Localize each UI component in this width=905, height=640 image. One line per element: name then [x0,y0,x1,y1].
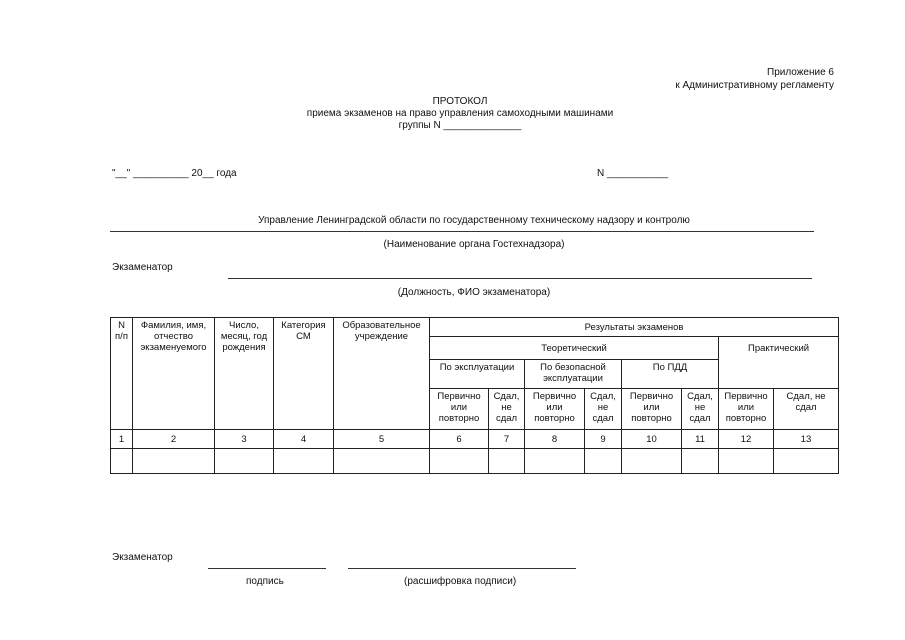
col-num: 11 [682,430,719,449]
col-num: 7 [489,430,525,449]
header-passed-13: Сдал, не сдал [774,389,839,430]
header-birth: Число, месяц, год рождения [215,318,274,430]
appendix-line-1: Приложение 6 [767,67,834,78]
header-first-repeat-6: Первично или повторно [430,389,489,430]
col-num: 4 [274,430,334,449]
signature-underline [208,568,326,569]
column-number-row [111,430,839,449]
table-cell [111,449,133,474]
authority-name: Управление Ленинградской области по государственному техническому надзору и контролю [258,215,690,226]
protocol-heading: ПРОТОКОЛ [432,96,488,107]
header-pdd: По ПДД [622,360,719,389]
table-cell [430,449,489,474]
examiner-caption: (Должность, ФИО экзаменатора) [397,287,551,298]
col-num: 8 [525,430,585,449]
table-cell [585,449,622,474]
header-category: Категория СМ [274,318,334,430]
header-passed-7: Сдал, не сдал [489,389,525,430]
col-num: 13 [774,430,839,449]
header-passed-9: Сдал, не сдал [585,389,622,430]
table-cell [622,449,682,474]
col-num: 9 [585,430,622,449]
col-num: 2 [133,430,215,449]
authority-underline [110,231,814,232]
results-table [110,317,839,474]
table-cell [215,449,274,474]
header-safe-operation: По безопасной эксплуатации [525,360,622,389]
header-name: Фамилия, имя, отчество экзаменуемого [133,318,215,430]
table-cell [525,449,585,474]
header-passed-11: Сдал, не сдал [682,389,719,430]
table-cell [682,449,719,474]
examiner-label: Экзаменатор [112,262,173,273]
protocol-group: группы N ______________ [398,120,522,131]
table-row [111,449,839,474]
appendix-line-2: к Административному регламенту [675,80,834,91]
protocol-subtitle: приема экзаменов на право управления самоходными машинами [306,108,614,119]
signature-decode-underline [348,568,576,569]
col-num: 10 [622,430,682,449]
col-num: 5 [334,430,430,449]
table-cell [334,449,430,474]
protocol-title-block [260,96,660,132]
col-num: 1 [111,430,133,449]
header-theory: Теоретический [430,337,719,360]
header-first-repeat-8: Первично или повторно [525,389,585,430]
date-line: "__" __________ 20__ года [112,168,237,179]
header-results: Результаты экзаменов [430,318,839,337]
signature-decode-caption: (расшифровка подписи) [404,576,517,587]
col-num: 12 [719,430,774,449]
header-education: Образовательное учреждение [334,318,430,430]
col-num: 6 [430,430,489,449]
signature-caption: подпись [246,576,284,587]
col-num: 3 [215,430,274,449]
header-operation: По эксплуатации [430,360,525,389]
signature-examiner-label: Экзаменатор [112,552,173,563]
table-cell [133,449,215,474]
header-first-repeat-10: Первично или повторно [622,389,682,430]
header-first-repeat-12: Первично или повторно [719,389,774,430]
examiner-underline [228,278,812,279]
table-cell [489,449,525,474]
table-cell [774,449,839,474]
header-num: N п/п [111,318,133,430]
authority-caption: (Наименование органа Гостехнадзора) [383,239,565,250]
appendix-note [675,66,834,92]
table-cell [719,449,774,474]
header-practice: Практический [719,337,839,389]
number-line: N ___________ [597,168,669,179]
table-cell [274,449,334,474]
